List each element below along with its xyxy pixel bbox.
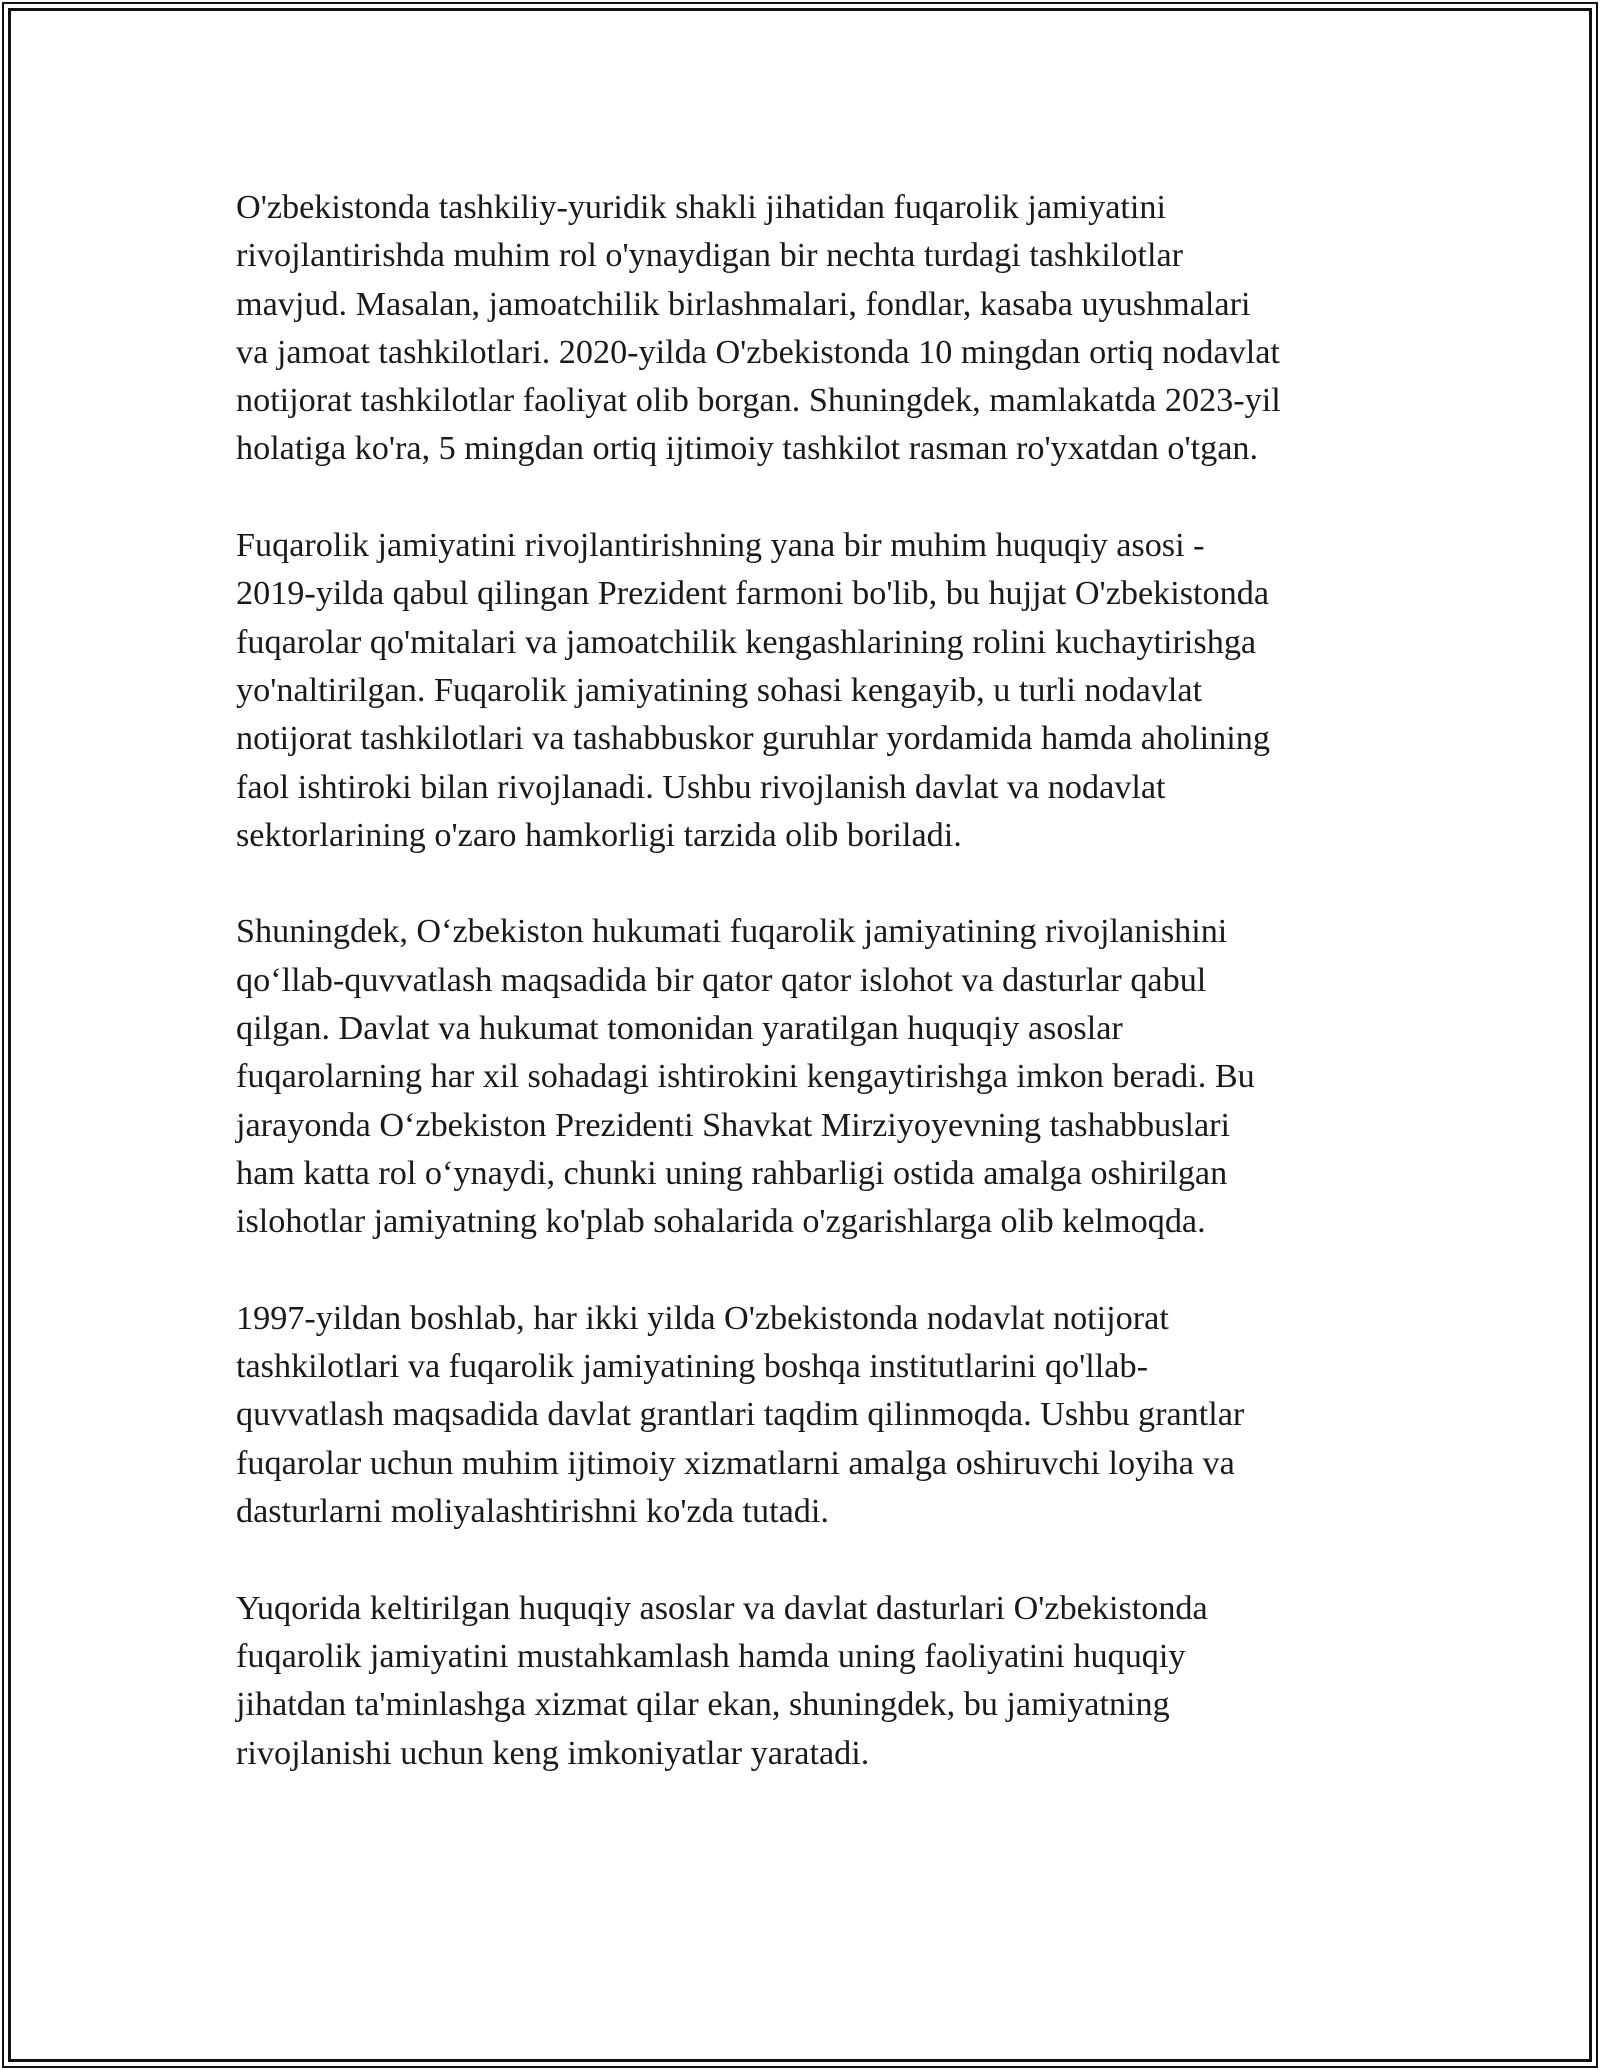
text-line: Shuningdek, O‘zbekiston hukumati fuqarolik jamiyatining rivojlanishini	[236, 913, 1228, 951]
document-body	[236, 184, 1376, 1826]
text-line: jarayonda O‘zbekiston Prezidenti Shavkat Mirziyoyevning tashabbuslari	[236, 1106, 1231, 1144]
text-line: quvvatlash maqsadida davlat grantlari taqdim qilinmoqda. Ushbu grantlar	[236, 1396, 1245, 1434]
text-line: yo'naltirilgan. Fuqarolik jamiyatining sohasi kengayib, u turli nodavlat	[236, 671, 1203, 709]
text-line: islohotlar jamiyatning ko'plab sohalarida o'zgarishlarga olib kelmoqda.	[236, 1203, 1206, 1241]
text-line: jihatdan ta'minlashga xizmat qilar ekan, shuningdek, bu jamiyatning	[236, 1686, 1170, 1724]
text-line: notijorat tashkilotlari va tashabbuskor guruhlar yordamida hamda aholining	[236, 720, 1270, 758]
text-line: rivojlanishi uchun keng imkoniyatlar yaratadi.	[236, 1734, 870, 1772]
text-line: Yuqorida keltirilgan huquqiy asoslar va davlat dasturlari O'zbekistonda	[236, 1589, 1208, 1627]
text-line: 1997-yildan boshlab, har ikki yilda O'zbekistonda nodavlat notijorat	[236, 1299, 1169, 1337]
text-line: rivojlantirishda muhim rol o'ynaydigan bir nechta turdagi tashkilotlar	[236, 237, 1184, 275]
paragraph-3	[236, 908, 1376, 1246]
text-line: qo‘llab-quvvatlash maqsadida bir qator qator islohot va dasturlar qabul	[236, 961, 1207, 999]
text-line: va jamoat tashkilotlari. 2020-yilda O'zbekistonda 10 mingdan ortiq nodavlat	[236, 333, 1280, 371]
text-line: holatiga ko'ra, 5 mingdan ortiq ijtimoiy tashkilot rasman ro'yxatdan o'tgan.	[236, 430, 1259, 468]
text-line: O'zbekistonda tashkiliy-yuridik shakli jihatidan fuqarolik jamiyatini	[236, 189, 1166, 226]
text-line: Fuqarolik jamiyatini rivojlantirishning yana bir muhim huquqiy asosi -	[236, 527, 1205, 565]
text-line: sektorlarining o'zaro hamkorligi tarzida olib boriladi.	[236, 816, 962, 854]
text-line: mavjud. Masalan, jamoatchilik birlashmalari, fondlar, kasaba uyushmalari	[236, 285, 1251, 323]
paragraph-2	[236, 522, 1376, 860]
paragraph-4	[236, 1295, 1376, 1536]
text-line: 2019-yilda qabul qilingan Prezident farmoni bo'lib, bu hujjat O'zbekistonda	[236, 575, 1269, 613]
text-line: dasturlarni moliyalashtirishni ko'zda tutadi.	[236, 1493, 829, 1531]
text-line: faol ishtiroki bilan rivojlanadi. Ushbu rivojlanish davlat va nodavlat	[236, 768, 1166, 806]
text-line: notijorat tashkilotlar faoliyat olib borgan. Shuningdek, mamlakatda 2023-yil	[236, 382, 1281, 420]
text-line: fuqarolar qo'mitalari va jamoatchilik kengashlarining rolini kuchaytirishga	[236, 623, 1257, 661]
text-line: tashkilotlari va fuqarolik jamiyatining boshqa institutlarini qo'llab-	[236, 1348, 1148, 1386]
text-line: fuqarolar uchun muhim ijtimoiy xizmatlarni amalga oshiruvchi loyiha va	[236, 1444, 1235, 1482]
paragraph-5	[236, 1585, 1376, 1778]
text-line: fuqarolik jamiyatini mustahkamlash hamda uning faoliyatini huquqiy	[236, 1637, 1186, 1675]
text-line: ham katta rol o‘ynaydi, chunki uning rahbarligi ostida amalga oshirilgan	[236, 1154, 1228, 1192]
text-line: qilgan. Davlat va hukumat tomonidan yaratilgan huquqiy asoslar	[236, 1010, 1123, 1048]
text-line: fuqarolarning har xil sohadagi ishtirokini kengaytirishga imkon beradi. Bu	[236, 1058, 1255, 1096]
paragraph-1	[236, 184, 1376, 474]
